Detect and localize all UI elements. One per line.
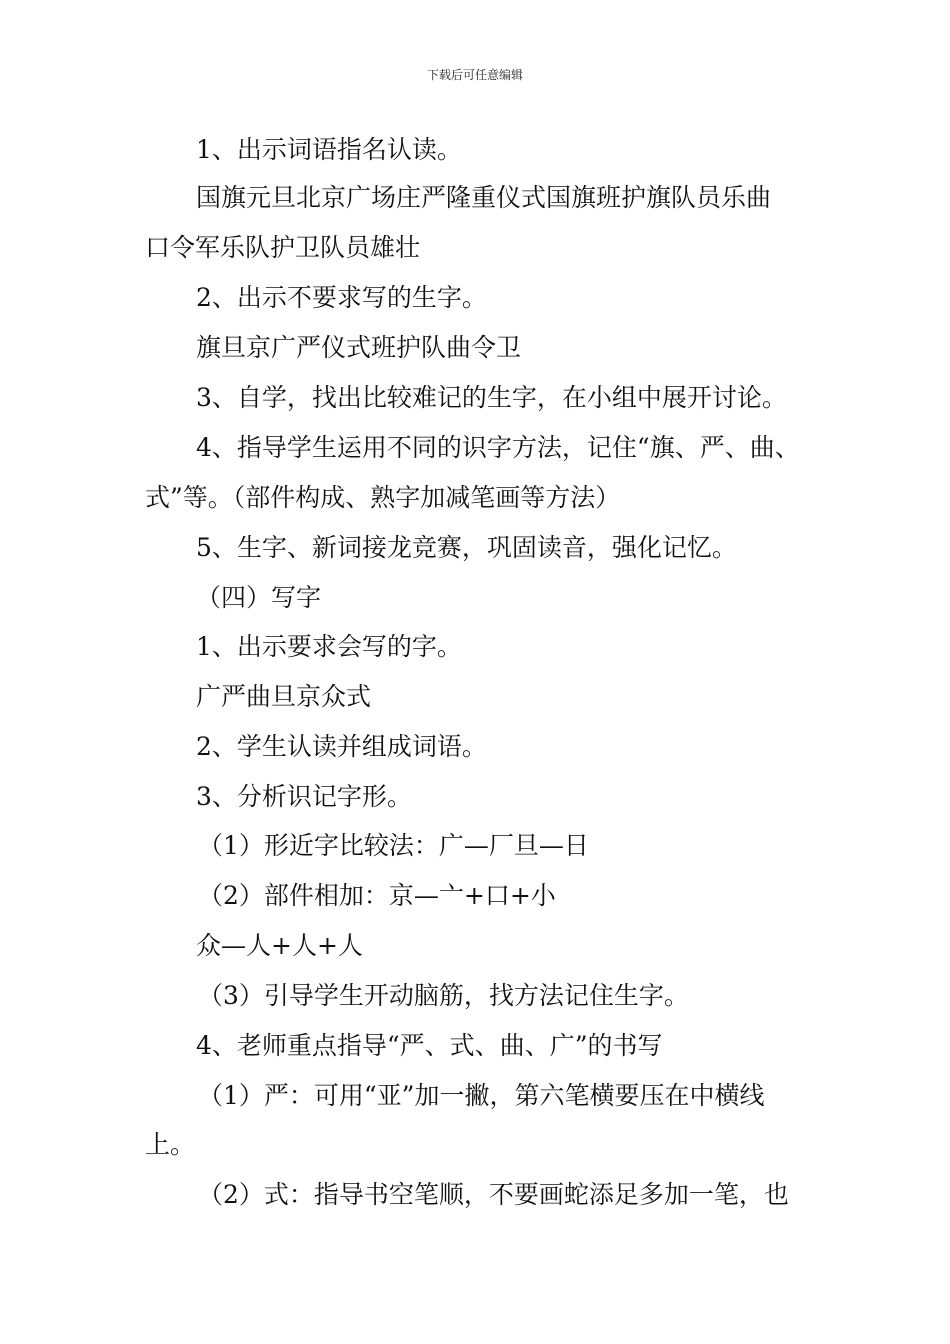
text-line: （3）引导学生开动脑筋，找方法记住生字。 — [198, 981, 689, 1010]
text-line: 4、老师重点指导“严、式、曲、广”的书写 — [196, 1031, 663, 1060]
text-line: 旗旦京广严仪式班护队曲令卫 — [196, 333, 522, 362]
text-line: 1、出示要求会写的字。 — [196, 632, 462, 661]
text-line: 4、指导学生运用不同的识字方法，记住“旗、严、曲、 — [196, 433, 800, 462]
text-line: （1）严：可用“亚”加一撇，第六笔横要压在中横线 — [198, 1081, 765, 1110]
page-header: 下载后可任意编辑 — [426, 68, 523, 82]
text-line: 众—人+人+人 — [196, 931, 363, 960]
text-line: 1、出示词语指名认读。 — [196, 135, 462, 164]
text-line: （1）形近字比较法：广—厂旦—日 — [198, 831, 589, 860]
text-line: （2）部件相加：京—亠+口+小 — [198, 881, 556, 910]
text-line: 广严曲旦京众式 — [196, 682, 372, 711]
text-line: 3、自学，找出比较难记的生字，在小组中展开讨论。 — [196, 383, 787, 412]
text-line: 2、学生认读并组成词语。 — [196, 732, 487, 761]
text-line: 式”等。（部件构成、熟字加减笔画等方法） — [145, 483, 621, 512]
text-line: 3、分析识记字形。 — [196, 782, 412, 811]
text-line: 2、出示不要求写的生字。 — [196, 283, 487, 312]
section-heading: （四）写字 — [196, 583, 322, 612]
text-line: （2）式：指导书空笔顺，不要画蛇添足多加一笔，也 — [198, 1180, 789, 1209]
text-line: 上。 — [145, 1130, 196, 1159]
text-line: 国旗元旦北京广场庄严隆重仪式国旗班护旗队员乐曲 — [196, 183, 772, 212]
text-line: 口令军乐队护卫队员雄壮 — [145, 233, 421, 262]
text-line: 5、生字、新词接龙竞赛，巩固读音，强化记忆。 — [196, 533, 737, 562]
